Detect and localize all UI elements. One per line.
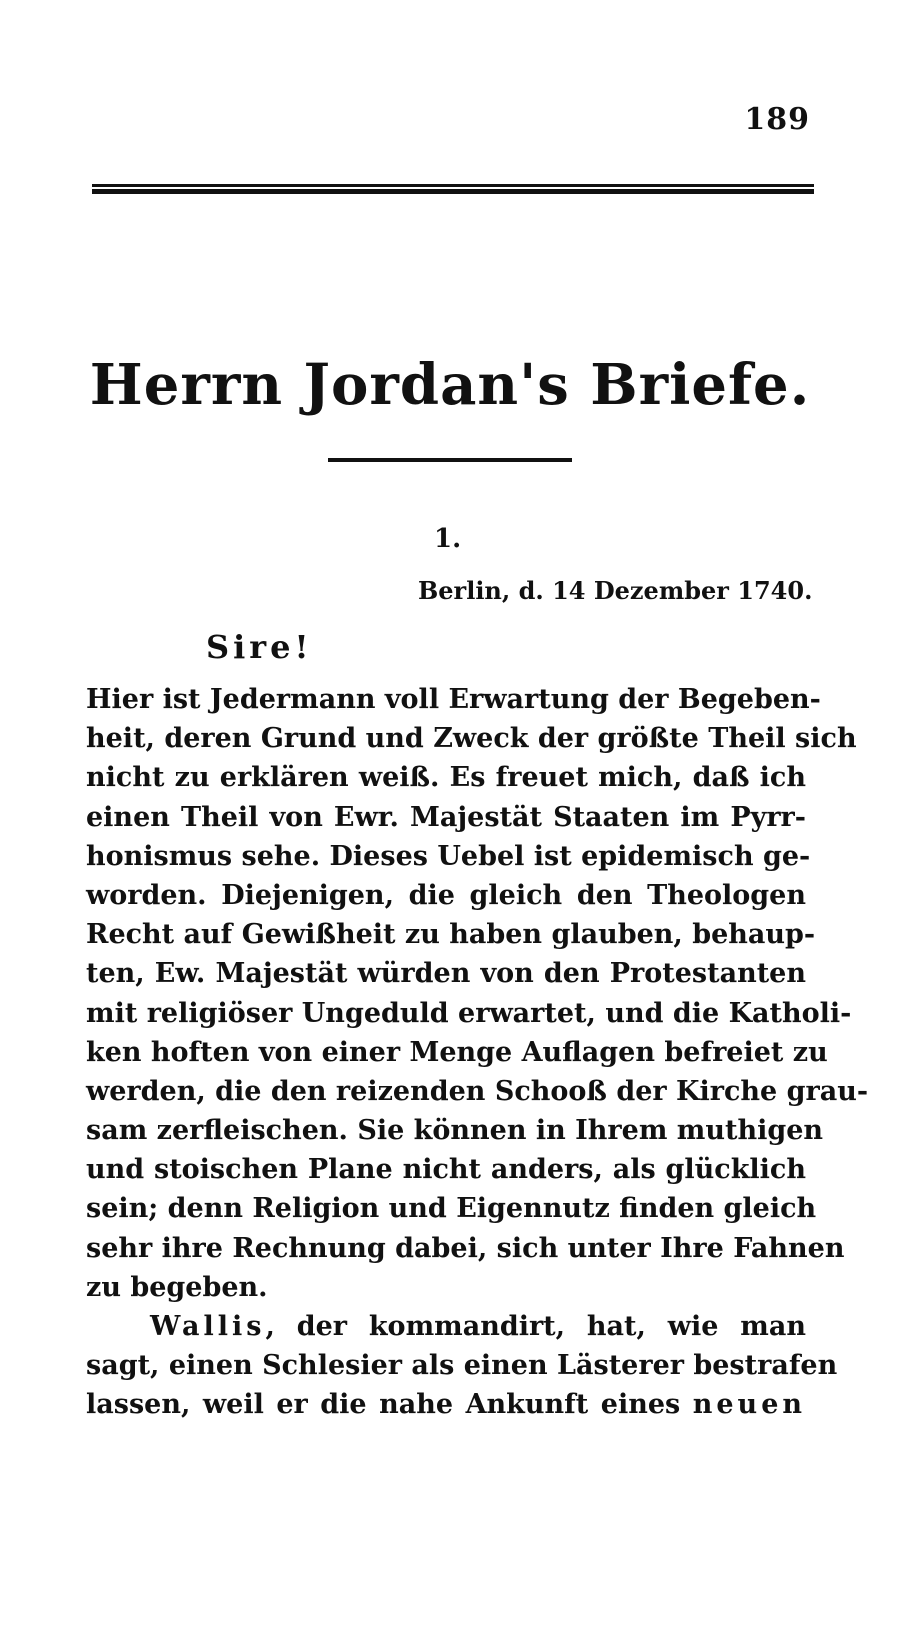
chapter-title: Herrn Jordan's Briefe. xyxy=(89,352,811,418)
body-line: zu begeben. xyxy=(86,1271,268,1303)
letter-salutation: Sire! xyxy=(206,628,313,666)
paragraph2-line-1 xyxy=(86,1307,806,1346)
body-line: worden. Diejenigen, die gleich den Theologen xyxy=(86,879,806,911)
letter-number: 1. xyxy=(434,524,462,554)
body-line: mit religiöser Ungeduld erwartet, und die Katholi- xyxy=(86,997,852,1029)
body-line: werden, die den reizenden Schooß der Kirche grau- xyxy=(86,1075,869,1107)
body-line: sein; denn Religion und Eigennutz finden gleich xyxy=(86,1193,817,1225)
body-line: honismus sehe. Dieses Uebel ist epidemisch ge- xyxy=(86,840,811,872)
letter-place-date: Berlin, d. 14 Dezember 1740. xyxy=(418,576,813,605)
body-line: heit, deren Grund und Zweck der größte Theil sich xyxy=(86,723,857,755)
body-line: nicht zu erklären weiß. Es freuet mich, daß ich xyxy=(86,762,806,794)
body-line: einen Theil von Ewr. Majestät Staaten im Pyrr- xyxy=(86,801,806,833)
body-line: sehr ihre Rechnung dabei, sich unter Ihre Fahnen xyxy=(86,1232,845,1264)
body-line: und stoischen Plane nicht anders, als glücklich xyxy=(86,1154,806,1186)
spaced-word: neuen xyxy=(692,1389,806,1421)
page-number: 189 xyxy=(744,102,810,137)
body-line: Recht auf Gewißheit zu haben glauben, behaup- xyxy=(86,919,816,951)
body-line: ken hoften von einer Menge Auflagen befreiet zu xyxy=(86,1036,828,1068)
body-line: Hier ist Jedermann voll Erwartung der Begeben- xyxy=(86,684,821,715)
person-name: Wallis xyxy=(150,1311,266,1342)
paragraph2-line-3 xyxy=(86,1385,806,1424)
header-double-rule xyxy=(92,184,814,194)
letter-body xyxy=(86,680,869,1425)
body-line: ten, Ew. Majestät würden von den Protestanten xyxy=(86,958,806,990)
paragraph2-line-1-rest: , der kommandirt, hat, wie man xyxy=(265,1311,806,1342)
paragraph2-line-2: sagt, einen Schlesier als einen Lästerer bestrafen xyxy=(86,1350,838,1382)
paragraph2-line-3-start: lassen, weil er die nahe Ankunft eines xyxy=(86,1389,693,1421)
title-underline-rule xyxy=(328,458,572,462)
body-line: sam zerfleischen. Sie können in Ihrem muthigen xyxy=(86,1115,824,1147)
